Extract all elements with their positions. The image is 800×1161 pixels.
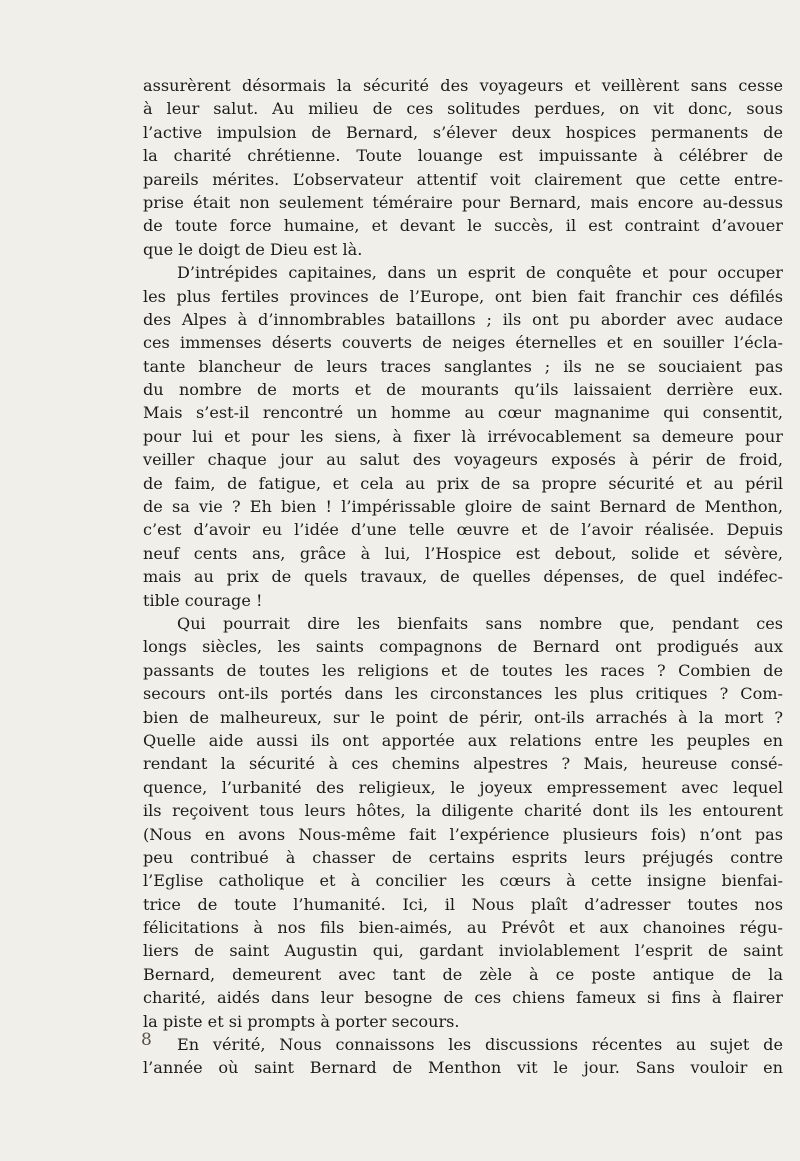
text-line: Qui pourrait dire les bienfaits sans nombre que, pendant ces	[177, 613, 783, 633]
text-line: D’intrépides capitaines, dans un esprit de conquête et pour occuper	[177, 263, 783, 283]
text-line: la charité chrétienne. Toute louange est impuissante à célébrer de	[143, 146, 783, 166]
text-line: veiller chaque jour au salut des voyageurs exposés à périr de froid,	[143, 450, 783, 470]
text-line: des Alpes à d’innombrables bataillons ; ils ont pu aborder avec audace	[143, 309, 783, 329]
text-line: peu contribué à chasser de certains esprits leurs préjugés contre	[143, 847, 783, 867]
text-line: l’année où saint Bernard de Menthon vit le jour. Sans vouloir en	[143, 1058, 783, 1078]
text-line: pour lui et pour les siens, à fixer là irrévocablement sa demeure pour	[143, 426, 783, 446]
text-line: trice de toute l’humanité. Ici, il Nous plaît d’adresser toutes nos	[143, 894, 783, 914]
text-line: longs siècles, les saints compagnons de Bernard ont prodigués aux	[143, 637, 783, 657]
text-line: bien de malheureux, sur le point de périr, ont-ils arrachés à la mort ?	[143, 707, 783, 727]
paragraph	[143, 261, 783, 612]
text-line: assurèrent désormais la sécurité des voyageurs et veillèrent sans cesse	[143, 76, 783, 95]
text-line: charité, aidés dans leur besogne de ces chiens fameux si fins à flairer	[143, 988, 783, 1008]
text-line: prise était non seulement téméraire pour Bernard, mais encore au-dessus	[143, 192, 783, 212]
paragraph	[143, 1033, 783, 1080]
text-line: c’est d’avoir eu l’idée d’une telle œuvre et de l’avoir réalisée. Depuis	[143, 520, 783, 540]
text-line: que le doigt de Dieu est là.	[143, 239, 363, 259]
text-line: rendant la sécurité à ces chemins alpestres ? Mais, heureuse consé-	[143, 754, 783, 774]
page-number: 8	[141, 1030, 152, 1050]
text-line: neuf cents ans, grâce à lui, l’Hospice est debout, solide et sévère,	[143, 543, 783, 563]
text-line: (Nous en avons Nous-même fait l’expérience plusieurs fois) n’ont pas	[143, 824, 783, 844]
text-line: ces immenses déserts couverts de neiges éternelles et en souiller l’écla-	[143, 333, 783, 353]
text-line: la piste et si prompts à porter secours.	[143, 1011, 460, 1031]
text-line: quence, l’urbanité des religieux, le joyeux empressement avec lequel	[143, 777, 783, 797]
text-line: l’Eglise catholique et à concilier les cœurs à cette insigne bienfai-	[143, 871, 783, 891]
text-line: du nombre de morts et de mourants qu’ils laissaient derrière eux.	[143, 380, 783, 400]
text-line: de toute force humaine, et devant le succès, il est contraint d’avouer	[143, 216, 783, 236]
paragraph	[143, 612, 783, 1033]
text-line: à leur salut. Au milieu de ces solitudes perdues, on vit donc, sous	[143, 99, 783, 119]
text-line: En vérité, Nous connaissons les discussions récentes au sujet de	[177, 1035, 783, 1055]
text-line: tante blancheur de leurs traces sanglantes ; ils ne se souciaient pas	[143, 356, 783, 376]
text-line: l’active impulsion de Bernard, s’élever deux hospices permanents de	[143, 122, 783, 142]
text-line: félicitations à nos fils bien-aimés, au Prévôt et aux chanoines régu-	[143, 918, 783, 938]
text-line: secours ont-ils portés dans les circonstances les plus critiques ? Com-	[143, 684, 783, 704]
text-line: mais au prix de quels travaux, de quelles dépenses, de quel indéfec-	[143, 567, 783, 587]
text-line: liers de saint Augustin qui, gardant inviolablement l’esprit de saint	[143, 941, 783, 961]
text-line: Quelle aide aussi ils ont apportée aux relations entre les peuples en	[143, 730, 783, 750]
text-line: Bernard, demeurent avec tant de zèle à ce poste antique de la	[143, 964, 783, 984]
text-line: Mais s’est-il rencontré un homme au cœur magnanime qui consentit,	[143, 403, 783, 423]
text-line: tible courage !	[143, 590, 263, 610]
text-line: pareils mérites. L’observateur attentif voit clairement que cette entre-	[143, 169, 783, 189]
text-line: passants de toutes les religions et de toutes les races ? Combien de	[143, 660, 783, 680]
page-text	[143, 74, 783, 1080]
text-line: de sa vie ? Eh bien ! l’impérissable gloire de saint Bernard de Menthon,	[143, 497, 783, 517]
text-line: ils reçoivent tous leurs hôtes, la diligente charité dont ils les entourent	[143, 801, 783, 821]
text-line: les plus fertiles provinces de l’Europe, ont bien fait franchir ces défilés	[143, 286, 783, 306]
paragraph	[143, 74, 783, 261]
text-line: de faim, de fatigue, et cela au prix de sa propre sécurité et au péril	[143, 473, 783, 493]
